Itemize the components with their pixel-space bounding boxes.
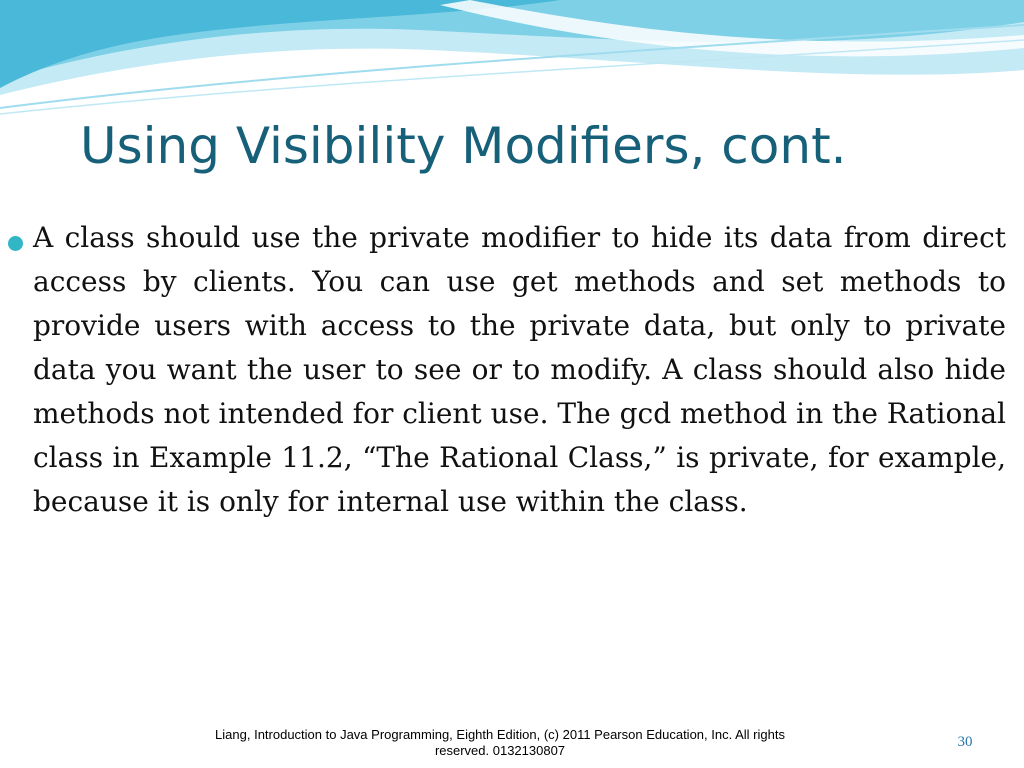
footer-copyright: Liang, Introduction to Java Programming, Eighth Edition, (c) 2011 Pearson Education, Inc. All rights reserved. 0132130807	[215, 727, 785, 758]
bullet-dot-icon	[8, 236, 23, 251]
bullet-text: A class should use the private modifier to hide its data from direct access by clients. You can use get methods and set methods to provide users with access to the private data, but only to private data you want the user to see or to modify. A class should also hide methods not intended for client use. The gcd method in the Rational class in Example 11.2, “The Rational Class,” is private, for example, because it is only for internal use within the class.	[33, 221, 1006, 518]
bullet-list	[8, 216, 1006, 524]
slide-title: Using Visibility Modifiers, cont.	[80, 117, 847, 175]
page-number: 30	[957, 734, 973, 750]
header-wave-decoration	[0, 0, 1024, 120]
